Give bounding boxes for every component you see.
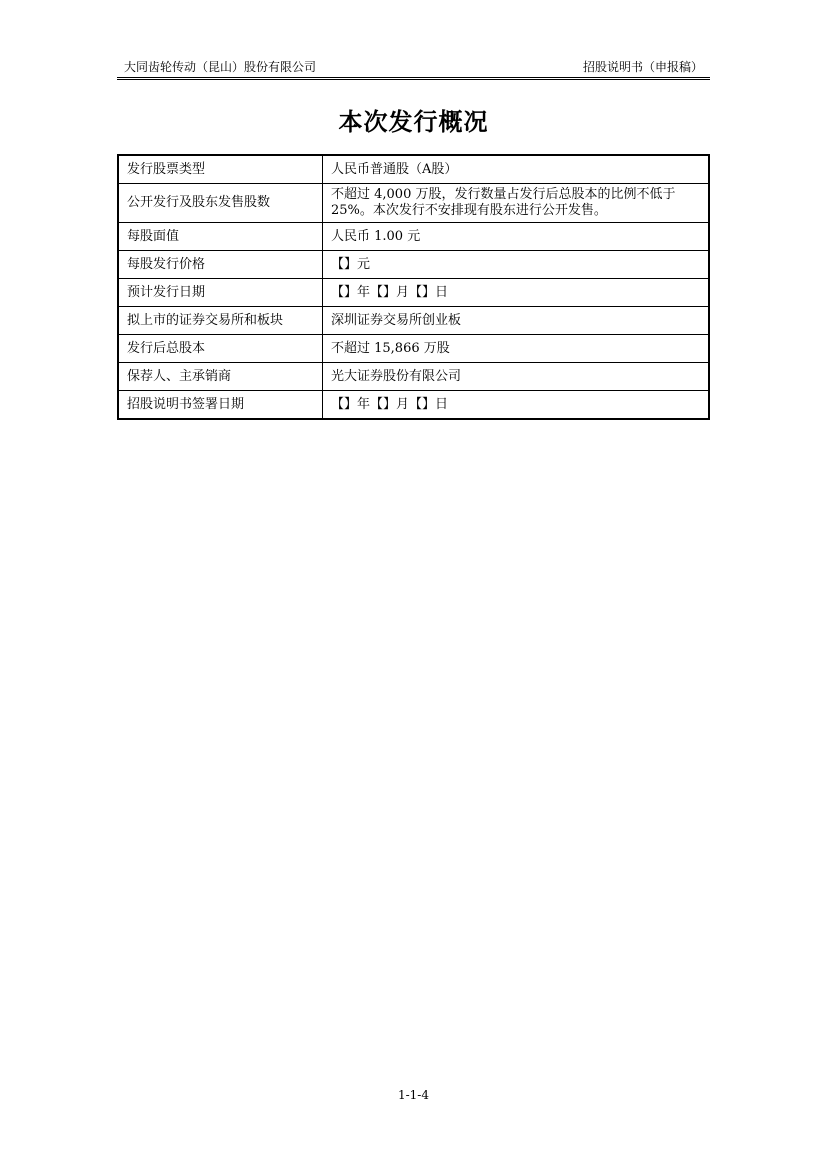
row-label: 发行股票类型 bbox=[118, 155, 323, 184]
header-company-name: 大同齿轮传动（昆山）股份有限公司 bbox=[124, 60, 317, 74]
table-row bbox=[118, 363, 709, 391]
row-value: 深圳证券交易所创业板 bbox=[323, 307, 710, 335]
row-label: 招股说明书签署日期 bbox=[118, 391, 323, 420]
table-row bbox=[118, 223, 709, 251]
table-row bbox=[118, 335, 709, 363]
row-value: 不超过 4,000 万股，发行数量占发行后总股本的比例不低于25%。本次发行不安排现有股东进行公开发售。 bbox=[323, 184, 710, 223]
table-row bbox=[118, 251, 709, 279]
row-value: 【】年【】月【】日 bbox=[323, 391, 710, 420]
table-row bbox=[118, 391, 709, 420]
offering-overview-table bbox=[117, 154, 710, 420]
row-value: 【】年【】月【】日 bbox=[323, 279, 710, 307]
page-title: 本次发行概况 bbox=[338, 108, 489, 136]
table-row bbox=[118, 279, 709, 307]
header-divider bbox=[117, 77, 710, 80]
row-label: 保荐人、主承销商 bbox=[118, 363, 323, 391]
table-row bbox=[118, 155, 709, 184]
row-label: 发行后总股本 bbox=[118, 335, 323, 363]
row-value: 人民币 1.00 元 bbox=[323, 223, 710, 251]
row-value: 不超过 15,866 万股 bbox=[323, 335, 710, 363]
row-label: 公开发行及股东发售股数 bbox=[118, 184, 323, 223]
row-value: 【】元 bbox=[323, 251, 710, 279]
row-label: 每股面值 bbox=[118, 223, 323, 251]
row-label: 预计发行日期 bbox=[118, 279, 323, 307]
table-row bbox=[118, 184, 709, 223]
row-label: 拟上市的证券交易所和板块 bbox=[118, 307, 323, 335]
header-document-type: 招股说明书（申报稿） bbox=[582, 60, 703, 74]
table-row bbox=[118, 307, 709, 335]
row-value: 人民币普通股（A股） bbox=[323, 155, 710, 184]
row-value: 光大证券股份有限公司 bbox=[323, 363, 710, 391]
row-label: 每股发行价格 bbox=[118, 251, 323, 279]
page-number: 1-1-4 bbox=[397, 1088, 429, 1102]
